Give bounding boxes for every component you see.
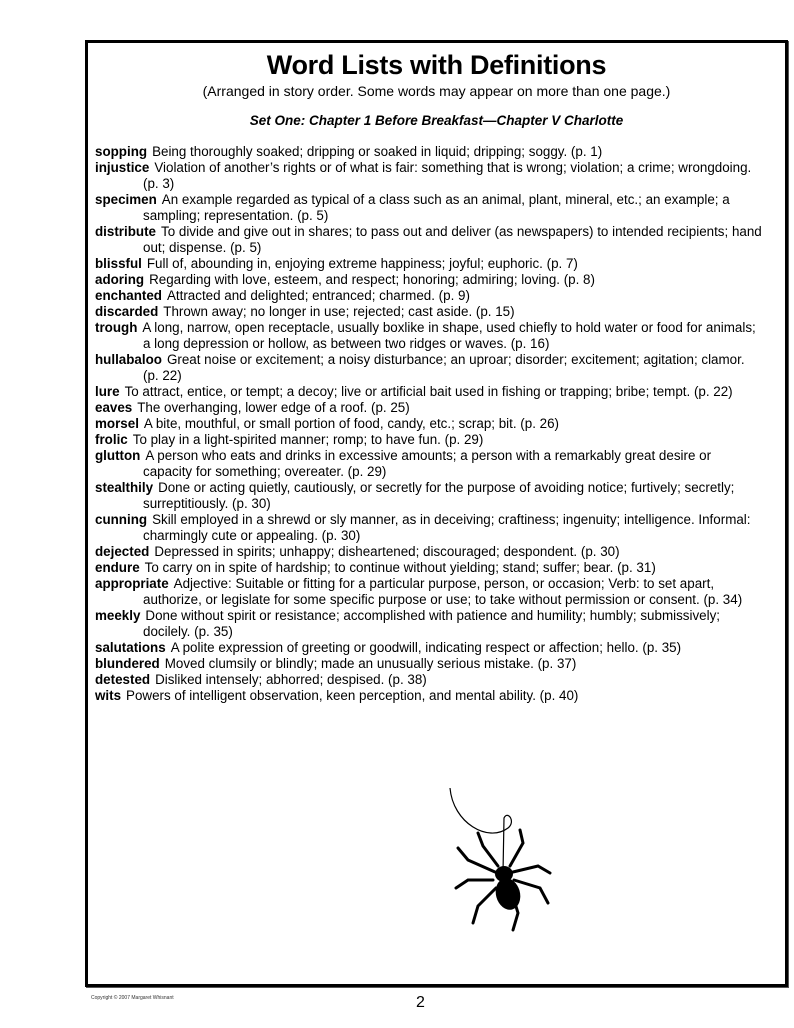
vocabulary-word: frolic [95, 432, 128, 447]
word-entry [95, 512, 763, 544]
word-entry [95, 272, 763, 288]
page-title: Word Lists with Definitions [266, 50, 607, 80]
definition: A polite expression of greeting or goodwill, indicating respect or affection; hello. (p. 35) [170, 640, 682, 655]
definition: Full of, abounding in, enjoying extreme happiness; joyful; euphoric. (p. 7) [146, 256, 578, 271]
vocabulary-word: hullabaloo [95, 352, 162, 367]
word-entry [95, 288, 763, 304]
word-entry [95, 192, 763, 224]
word-entry [95, 224, 763, 256]
word-entry [95, 320, 763, 352]
vocabulary-word: enchanted [95, 288, 162, 303]
page-subtitle: (Arranged in story order. Some words may appear on more than one page.) [202, 83, 671, 99]
vocabulary-word: eaves [95, 400, 133, 415]
definition: To attract, entice, or tempt; a decoy; live or artificial bait used in fishing or trapping; bribe; tempt. (p. 22) [124, 384, 733, 399]
definition: A long, narrow, open receptacle, usually boxlike in shape, used chiefly to hold water or food for animals; a long depression or hollow, as between two ridges or waves. (p. 16) [142, 320, 756, 351]
copyright-text: Copyright © 2007 Margaret Whisnant [91, 995, 174, 1001]
word-entry [95, 416, 763, 432]
definition: Skill employed in a shrewd or sly manner, as in deceiving; craftiness; ingenuity; intelligence. Informal: charmingly cute or appealing. (p. 30) [143, 512, 751, 543]
vocabulary-word: discarded [95, 304, 159, 319]
definition: Attracted and delighted; entranced; charmed. (p. 9) [166, 288, 470, 303]
definition: Moved clumsily or blindly; made an unusually serious mistake. (p. 37) [164, 656, 577, 671]
word-entry [95, 640, 763, 656]
vocabulary-word: morsel [95, 416, 139, 431]
word-list [95, 144, 763, 704]
word-entry [95, 352, 763, 384]
word-entry [95, 656, 763, 672]
definition: Adjective: Suitable or fitting for a particular purpose, person, or occasion; Verb: to set apart, authorize, or legislate for some specific purpose or use; to take without permission or consent. (p. 34) [143, 576, 743, 607]
vocabulary-word: meekly [95, 608, 141, 623]
word-entry [95, 672, 763, 688]
page-border [85, 40, 788, 987]
definition: To divide and give out in shares; to pass out and deliver (as newspapers) to intended recipients; hand out; dispense. (p. 5) [143, 224, 762, 255]
word-entry [95, 480, 763, 512]
vocabulary-word: blundered [95, 656, 160, 671]
word-entry [95, 560, 763, 576]
definition: Great noise or excitement; a noisy disturbance; an uproar; disorder; excitement; agitation; clamor. (p. 22) [143, 352, 745, 383]
definition: To play in a light-spirited manner; romp; to have fun. (p. 29) [132, 432, 484, 447]
definition: Done or acting quietly, cautiously, or secretly for the purpose of avoiding notice; furtively; secretly; surreptitiously. (p. 30) [143, 480, 735, 511]
word-entry [95, 432, 763, 448]
vocabulary-word: endure [95, 560, 140, 575]
definition: The overhanging, lower edge of a roof. (p. 25) [137, 400, 410, 415]
word-entry [95, 400, 763, 416]
definition: Thrown away; no longer in use; rejected; cast aside. (p. 15) [163, 304, 515, 319]
vocabulary-word: detested [95, 672, 151, 687]
word-entry [95, 160, 763, 192]
vocabulary-word: injustice [95, 160, 150, 175]
vocabulary-word: adoring [95, 272, 145, 287]
word-entry [95, 608, 763, 640]
definition: An example regarded as typical of a class such as an animal, plant, mineral, etc.; an example; a sampling; representation. (p. 5) [143, 192, 730, 223]
vocabulary-word: salutations [95, 640, 166, 655]
vocabulary-word: distribute [95, 224, 157, 239]
word-entry [95, 448, 763, 480]
definition: Disliked intensely; abhorred; despised. (p. 38) [155, 672, 427, 687]
vocabulary-word: sopping [95, 144, 148, 159]
definition: Depressed in spirits; unhappy; disheartened; discouraged; despondent. (p. 30) [154, 544, 620, 559]
vocabulary-word: lure [95, 384, 120, 399]
vocabulary-word: blissful [95, 256, 142, 271]
word-entry [95, 144, 763, 160]
vocabulary-word: specimen [95, 192, 157, 207]
word-entry [95, 544, 763, 560]
definition: Regarding with love, esteem, and respect; honoring; admiring; loving. (p. 8) [149, 272, 595, 287]
vocabulary-word: glutton [95, 448, 141, 463]
definition: A person who eats and drinks in excessive amounts; a person with a remarkably great desire or capacity for something; overeater. (p. 29) [143, 448, 712, 479]
definition: Violation of another’s rights or of what is fair: something that is wrong; violation; a crime; wrongdoing. (p. 3) [143, 160, 752, 191]
vocabulary-word: trough [95, 320, 138, 335]
definition: To carry on in spite of hardship; to continue without yielding; stand; suffer; bear. (p. 31) [144, 560, 656, 575]
vocabulary-word: stealthily [95, 480, 154, 495]
vocabulary-word: dejected [95, 544, 150, 559]
spider-icon [358, 748, 558, 948]
set-heading: Set One: Chapter 1 Before Breakfast—Chapter V Charlotte [249, 113, 624, 128]
definition: Done without spirit or resistance; accomplished with patience and humility; humbly; submissively; docilely. (p. 35) [143, 608, 720, 639]
definition: A bite, mouthful, or small portion of food, candy, etc.; scrap; bit. (p. 26) [143, 416, 559, 431]
page-number: 2 [416, 994, 425, 1011]
word-entry [95, 256, 763, 272]
word-entry [95, 576, 763, 608]
vocabulary-word: wits [95, 688, 122, 703]
word-entry [95, 384, 763, 400]
definition: Being thoroughly soaked; dripping or soaked in liquid; dripping; soggy. (p. 1) [152, 144, 603, 159]
word-entry [95, 304, 763, 320]
vocabulary-word: cunning [95, 512, 148, 527]
definition: Powers of intelligent observation, keen perception, and mental ability. (p. 40) [126, 688, 579, 703]
word-entry [95, 688, 763, 704]
vocabulary-word: appropriate [95, 576, 169, 591]
